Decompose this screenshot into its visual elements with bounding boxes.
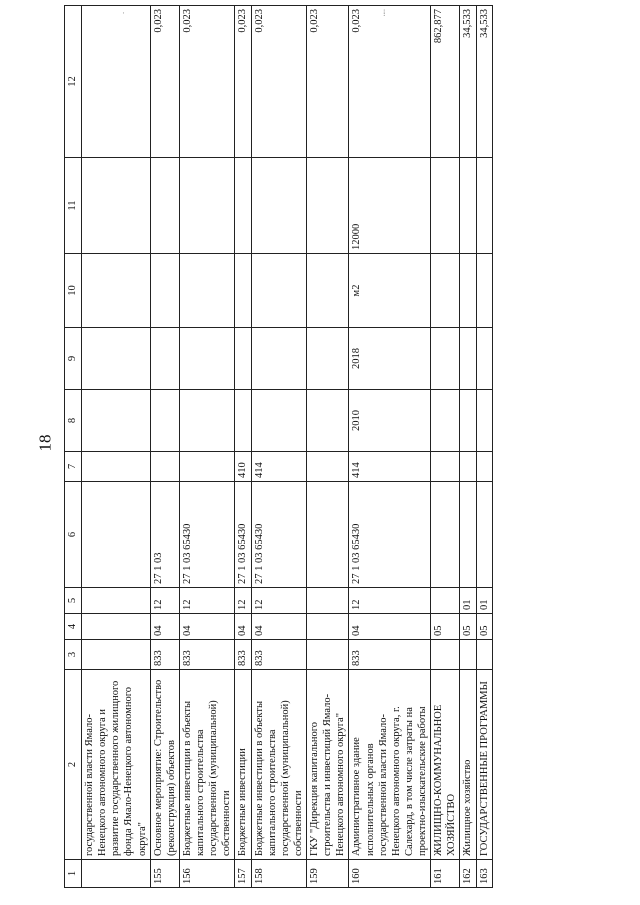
table-cell-c9	[307, 328, 349, 390]
table-cell-c2: Бюджетные инвестиции в объекты капитального строительства государственной (муниципальной) собственности	[251, 670, 307, 860]
table-cell-c3	[431, 640, 460, 670]
table-cell-c6: 27 1 03 65430	[179, 482, 235, 588]
table-cell-c7	[460, 452, 476, 482]
table-cell-c10	[251, 254, 307, 328]
table-cell-c5: 12	[251, 588, 307, 614]
table-cell-c6: 27 1 03	[150, 482, 179, 588]
table-cell-c11	[82, 158, 151, 254]
table-cell-c12: 862,877	[431, 6, 460, 158]
table-cell-c8	[251, 390, 307, 452]
table-cell-c8	[307, 390, 349, 452]
table-row	[349, 6, 431, 888]
table-cell-c9: 2018	[349, 328, 431, 390]
table-cell-c4: 04	[349, 614, 431, 640]
table-cell-c12: 0,023	[307, 6, 349, 158]
table-cell-c9	[251, 328, 307, 390]
column-header: 11	[65, 158, 82, 254]
column-header: 6	[65, 482, 82, 588]
table-cell-c3: 833	[235, 640, 251, 670]
table-cell-c8	[235, 390, 251, 452]
table-cell-c10	[431, 254, 460, 328]
table-cell-c3: 833	[179, 640, 235, 670]
column-header: 3	[65, 640, 82, 670]
table-cell-c3	[460, 640, 476, 670]
table-cell-c10: м2	[349, 254, 431, 328]
table-cell-c2: ГКУ "Дирекция капитального строительства и инвестиций Ямало-Ненецкого автономного округа"	[307, 670, 349, 860]
table-cell-c4: 04	[179, 614, 235, 640]
table-cell-c10	[235, 254, 251, 328]
table-row	[179, 6, 235, 888]
table-cell-c4	[307, 614, 349, 640]
table-cell-c8	[460, 390, 476, 452]
table-cell-c1	[82, 860, 151, 888]
table-row	[235, 6, 251, 888]
table-cell-c12: 0,023	[150, 6, 179, 158]
table-cell-c11: 12000	[349, 158, 431, 254]
column-header: 10	[65, 254, 82, 328]
table-cell-c9	[82, 328, 151, 390]
table-cell-c4: 05	[460, 614, 476, 640]
table-cell-c6: 27 1 03 65430	[349, 482, 431, 588]
table-cell-c11	[307, 158, 349, 254]
table-cell-c11	[460, 158, 476, 254]
table-row	[460, 6, 476, 888]
table-cell-c12: 0,023	[251, 6, 307, 158]
table-cell-c3: 833	[251, 640, 307, 670]
column-header: 1	[65, 860, 82, 888]
table-cell-c7: 414	[349, 452, 431, 482]
table-cell-c2: ЖИЛИЩНО-КОММУНАЛЬНОЕ ХОЗЯЙСТВО	[431, 670, 460, 860]
table-cell-c2: Бюджетные инвестиции в объекты капитального строительства государственной (муниципальной) собственности	[179, 670, 235, 860]
table-cell-c7	[307, 452, 349, 482]
table-row	[82, 6, 151, 888]
table-cell-c11	[150, 158, 179, 254]
table-cell-c5: 01	[460, 588, 476, 614]
table-cell-c12: 0,023	[235, 6, 251, 158]
table-cell-c1: 160	[349, 860, 431, 888]
page-number: 18	[35, 434, 55, 452]
table-cell-c9	[431, 328, 460, 390]
table-cell-c9	[476, 328, 492, 390]
table-cell-c10	[307, 254, 349, 328]
table-cell-c5: 12	[179, 588, 235, 614]
table-cell-c1: 162	[460, 860, 476, 888]
table-cell-c3	[476, 640, 492, 670]
table-cell-c12: 0,023	[349, 6, 431, 158]
table-cell-c4: 05	[476, 614, 492, 640]
table-cell-c4: 04	[251, 614, 307, 640]
table-cell-c1: 157	[235, 860, 251, 888]
table-cell-c8	[476, 390, 492, 452]
table-cell-c9	[150, 328, 179, 390]
table-cell-c11	[476, 158, 492, 254]
table-cell-c2: Бюджетные инвестиции	[235, 670, 251, 860]
table-cell-c3	[307, 640, 349, 670]
table-cell-c8: 2010	[349, 390, 431, 452]
table-cell-c12	[82, 6, 151, 158]
column-header: 5	[65, 588, 82, 614]
table-cell-c9	[179, 328, 235, 390]
table-cell-c2: ГОСУДАРСТВЕННЫЕ ПРОГРАММЫ	[476, 670, 492, 860]
table-cell-c12: 0,023	[179, 6, 235, 158]
table-cell-c3: 833	[150, 640, 179, 670]
table-cell-c9	[460, 328, 476, 390]
table-cell-c11	[235, 158, 251, 254]
table-cell-c2: Основное мероприятие: Строительство (реконструкция) объектов	[150, 670, 179, 860]
table-cell-c4: 04	[235, 614, 251, 640]
table-cell-c1: 159	[307, 860, 349, 888]
column-header: 9	[65, 328, 82, 390]
table-cell-c7	[476, 452, 492, 482]
table-cell-c3	[82, 640, 151, 670]
table-cell-c11	[179, 158, 235, 254]
table-cell-c7	[82, 452, 151, 482]
table-cell-c2: государственной власти Ямало-Ненецкого автономного округа и развитие государственного жилищного фонда Ямало-Ненецкого автономного округа"	[82, 670, 151, 860]
table-cell-c6	[431, 482, 460, 588]
table-cell-c12: 34,533	[460, 6, 476, 158]
table-cell-c2: Административное здание исполнительных органов государственной власти Ямало-Ненецкого автономного округа, г. Салехард, в том числе затраты на проектно-изыскательские работы	[349, 670, 431, 860]
table-row	[251, 6, 307, 888]
table-row	[307, 6, 349, 888]
table-cell-c6	[82, 482, 151, 588]
table-cell-c7	[431, 452, 460, 482]
table-cell-c7: 414	[251, 452, 307, 482]
table-cell-c4: 04	[150, 614, 179, 640]
table-row	[431, 6, 460, 888]
scan-mark: ⁞	[383, 8, 386, 18]
table-cell-c5: 01	[476, 588, 492, 614]
table-cell-c3: 833	[349, 640, 431, 670]
table-cell-c11	[251, 158, 307, 254]
table-cell-c10	[476, 254, 492, 328]
table-cell-c5	[431, 588, 460, 614]
table-cell-c1: 155	[150, 860, 179, 888]
table-cell-c1: 163	[476, 860, 492, 888]
table-cell-c10	[460, 254, 476, 328]
table-row	[150, 6, 179, 888]
table-cell-c8	[431, 390, 460, 452]
scan-mark: ·	[122, 8, 125, 18]
table-cell-c6	[460, 482, 476, 588]
budget-table	[64, 5, 493, 888]
table-cell-c7	[179, 452, 235, 482]
column-header: 12	[65, 6, 82, 158]
table-cell-c6: 27 1 03 65430	[235, 482, 251, 588]
column-header: 2	[65, 670, 82, 860]
table-cell-c6	[476, 482, 492, 588]
table-cell-c4: 05	[431, 614, 460, 640]
column-header: 7	[65, 452, 82, 482]
table-cell-c1: 156	[179, 860, 235, 888]
table-cell-c12: 34,533	[476, 6, 492, 158]
table-cell-c5: 12	[235, 588, 251, 614]
table-cell-c1: 161	[431, 860, 460, 888]
table-cell-c10	[82, 254, 151, 328]
table-cell-c8	[150, 390, 179, 452]
table-cell-c5	[82, 588, 151, 614]
table-row	[476, 6, 492, 888]
table-cell-c10	[179, 254, 235, 328]
table-cell-c8	[179, 390, 235, 452]
table-cell-c4	[82, 614, 151, 640]
column-header: 8	[65, 390, 82, 452]
table-cell-c9	[235, 328, 251, 390]
table-cell-c6	[307, 482, 349, 588]
table-cell-c8	[82, 390, 151, 452]
table-cell-c1: 158	[251, 860, 307, 888]
table-cell-c5: 12	[150, 588, 179, 614]
table-cell-c7: 410	[235, 452, 251, 482]
column-header: 4	[65, 614, 82, 640]
table-cell-c2: Жилищное хозяйство	[460, 670, 476, 860]
table-cell-c5	[307, 588, 349, 614]
table-cell-c11	[431, 158, 460, 254]
table-header-row	[65, 6, 82, 888]
table-cell-c5: 12	[349, 588, 431, 614]
table-cell-c10	[150, 254, 179, 328]
table-cell-c7	[150, 452, 179, 482]
table-cell-c6: 27 1 03 65430	[251, 482, 307, 588]
